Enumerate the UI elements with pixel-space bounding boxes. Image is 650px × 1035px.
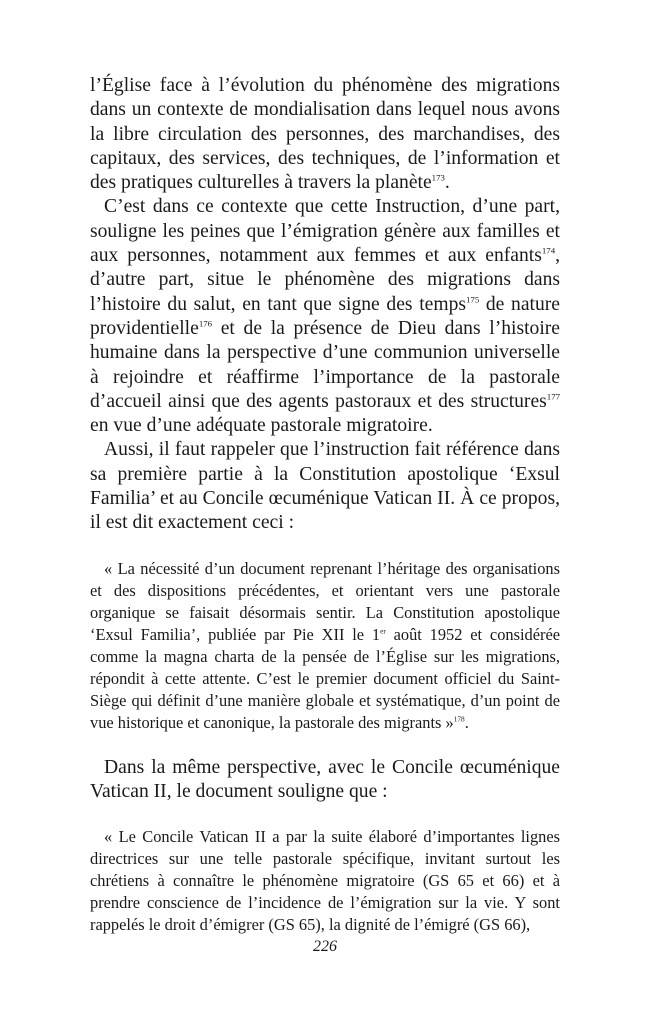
paragraph-1-end: . bbox=[444, 172, 450, 194]
paragraph-1 bbox=[90, 74, 560, 195]
paragraph-2-text-1: C’est dans ce contexte que cette Instruction, d’une part, souligne les peines que l’émigration génère aux familles et aux personnes, notamment aux femmes et aux enfants bbox=[90, 196, 560, 267]
paragraph-3 bbox=[90, 438, 560, 535]
ordinal-superscript: er bbox=[380, 626, 386, 636]
quote-1-text-1: « La nécessité d’un document reprenant l’héritage des organisations et des dispositions précédentes, et orientant vers une pastorale organique se faisait désormais sentir. La Constitution apostolique ‘Exsul Familia’, publiée par Pie XII le 1 bbox=[90, 558, 560, 644]
footnote-ref-174: 174 bbox=[541, 245, 556, 256]
paragraph-2-text-4: et de la présence de Dieu dans l’histoire humaine dans la perspective d’une communion universelle à rejoindre et réaffirme l’importance de la pastorale d’accueil ainsi que des agents pastoraux et des structures bbox=[90, 317, 560, 412]
quote-1-end: . bbox=[464, 712, 469, 732]
quote-1-text-2: août 1952 et considérée comme la magna charta de la pensée de l’Église sur les migrations, répondit à cette attente. C’est le premier document officiel du Saint-Siège qui définit d’une manière globale et systématique, d’un point de vue historique et canonique, la pastorale des migrants » bbox=[90, 624, 560, 732]
footnote-ref-178: 178 bbox=[453, 714, 465, 724]
paragraph-2 bbox=[90, 195, 560, 438]
paragraph-4-text: Dans la même perspective, avec le Concile œcuménique Vatican II, le document souligne que : bbox=[90, 756, 560, 802]
block-quote-1 bbox=[90, 558, 560, 734]
block-quote-2 bbox=[90, 826, 560, 936]
paragraph-1-text: l’Église face à l’évolution du phénomène des migrations dans un contexte de mondialisation dans lequel nous avons la libre circulation des personnes, des marchandises, des capitaux, des services, des techniques, de l’information et des pratiques culturelles à travers la planète bbox=[90, 75, 560, 194]
footnote-ref-177: 177 bbox=[546, 391, 560, 402]
paragraph-2-text-2: , d’autre part, situe le phénomène des migrations dans l’histoire du salut, en tant que signe des temps bbox=[90, 245, 560, 315]
paragraph-2-text-5: en vue d’une adéquate pastorale migratoire. bbox=[90, 415, 433, 437]
footnote-ref-176: 176 bbox=[198, 318, 213, 329]
footnote-ref-173: 173 bbox=[431, 172, 445, 183]
page-content bbox=[90, 74, 560, 936]
paragraph-4 bbox=[90, 756, 560, 805]
paragraph-3-text: Aussi, il faut rappeler que l’instruction fait référence dans sa première partie à la Constitution apostolique ‘Exsul Familia’ et au Concile œcuménique Vatican II. À ce propos, il est dit exactement ceci : bbox=[90, 439, 560, 534]
footnote-ref-175: 175 bbox=[466, 294, 480, 305]
quote-2-text: « Le Concile Vatican II a par la suite élaboré d’importantes lignes directrices sur une telle pastorale spécifique, invitant surtout les chrétiens à connaître le phénomène migratoire (GS 65 et 66) et à prendre conscience de l’incidence de l’émigration sur la vie. Y sont rappelés le droit d’émigrer (GS 65), la dignité de l’émigré (GS 66), bbox=[90, 827, 560, 935]
paragraph-2-text-3: de nature providentielle bbox=[90, 293, 560, 339]
page-number: 226 bbox=[313, 938, 337, 955]
